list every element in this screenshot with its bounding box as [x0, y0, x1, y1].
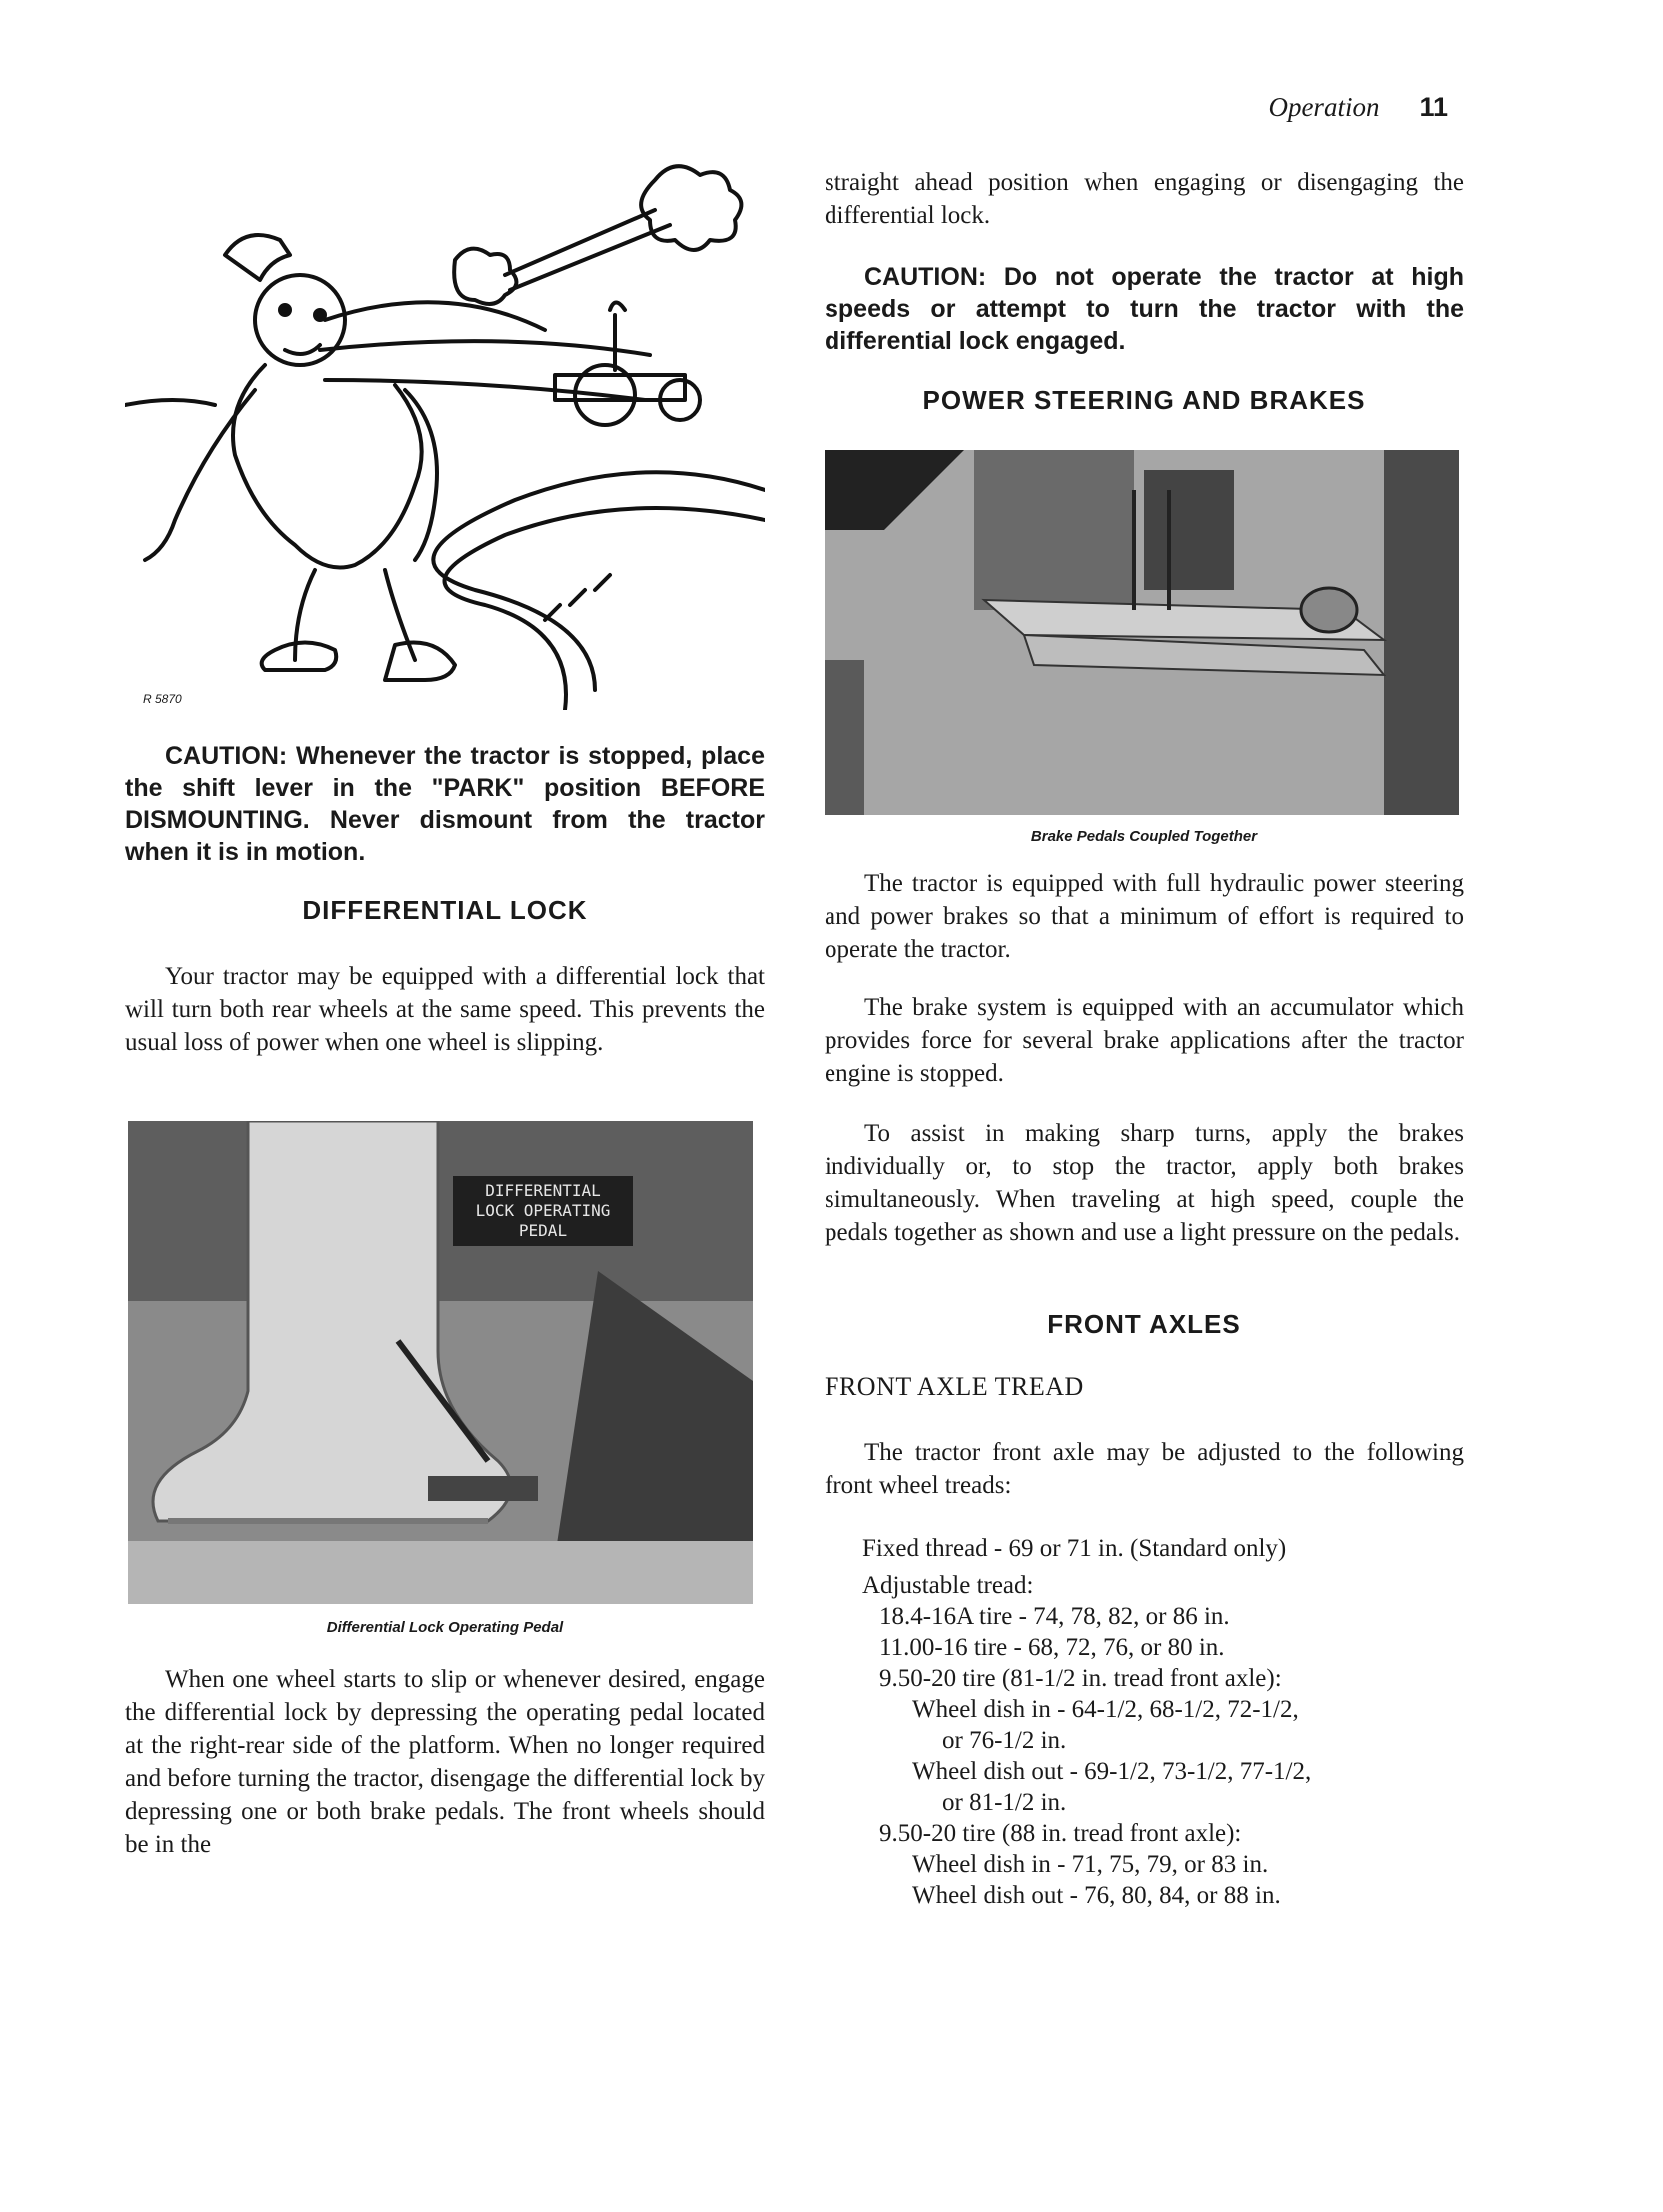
spec-tire-4-dish-in: Wheel dish in - 71, 75, 79, or 83 in. [912, 1851, 1269, 1878]
caption-brake-pedals: Brake Pedals Coupled Together [1030, 828, 1258, 845]
pedal-label-line: PEDAL [518, 1221, 568, 1240]
page-header [1268, 92, 1448, 123]
paragraph-tread-intro: The tractor front axle may be adjusted to the following front wheel treads: [825, 1439, 1464, 1499]
spec-fixed: Fixed thread - 69 or 71 in. (Standard only) [862, 1535, 1287, 1562]
heading-power-steering: POWER STEERING AND BRAKES [922, 385, 1366, 415]
spec-tire-1: 18.4-16A tire - 74, 78, 82, or 86 in. [879, 1603, 1230, 1630]
spec-tire-3: 9.50-20 tire (81-1/2 in. tread front axle): [879, 1665, 1282, 1692]
heading-differential-lock: DIFFERENTIAL LOCK [302, 895, 588, 925]
spec-tire-2: 11.00-16 tire - 68, 72, 76, or 80 in. [879, 1634, 1225, 1661]
brake-photo-drawing [825, 450, 1459, 815]
spec-adjustable: Adjustable tread: [862, 1572, 1034, 1599]
spec-tire-3-dish-in: Wheel dish in - 64-1/2, 68-1/2, 72-1/2, [912, 1696, 1299, 1723]
photo-differential-lock-pedal [128, 1121, 753, 1604]
spec-tire-3-dish-out-cont: or 81-1/2 in. [942, 1789, 1067, 1816]
paragraph-accumulator: The brake system is equipped with an accumulator which provides force for several brake applications after the tractor engine is stopped. [825, 994, 1464, 1087]
heading-front-axles: FRONT AXLES [1047, 1309, 1241, 1339]
paragraph-continuation: straight ahead position when engaging or disengaging the differential lock. [825, 169, 1464, 229]
cartoon-code: R 5870 [143, 692, 182, 706]
pedal-label-line: DIFFERENTIAL [485, 1181, 601, 1200]
caution-high-speed: CAUTION: Do not operate the tractor at high speeds or attempt to turn the tractor with the differential lock engaged. [825, 263, 1464, 355]
spec-tire-3-dish-in-cont: or 76-1/2 in. [942, 1727, 1067, 1754]
pedal-label-line: LOCK OPERATING [475, 1201, 611, 1220]
photo-drawing [128, 1121, 753, 1604]
caution-park: CAUTION: Whenever the tractor is stopped, place the shift lever in the "PARK" position BEFORE DISMOUNTING. Never dismount from the tractor when it is in motion. [125, 742, 765, 866]
spec-tire-4-dish-out: Wheel dish out - 76, 80, 84, or 88 in. [912, 1882, 1281, 1909]
spec-tire-3-dish-out: Wheel dish out - 69-1/2, 73-1/2, 77-1/2, [912, 1758, 1312, 1785]
pedal-label-sign [453, 1176, 633, 1246]
caption-differential-lock: Differential Lock Operating Pedal [326, 1619, 564, 1636]
tread-spec-list [825, 1533, 1464, 1911]
paragraph-engage-lock: When one wheel starts to slip or whenever desired, engage the differential lock by depressing the operating pedal located at the right-rear side of the platform. When no longer required and before turning the tractor, disengage the differential lock by depressing one or both brake pedals. The front wheels should be in the [125, 1666, 765, 1858]
cartoon-drawing [125, 150, 765, 710]
section-title: Operation [1268, 92, 1380, 122]
spec-tire-4: 9.50-20 tire (88 in. tread front axle): [879, 1820, 1242, 1847]
subheading-front-axle-tread: FRONT AXLE TREAD [825, 1372, 1084, 1401]
paragraph-power-steering: The tractor is equipped with full hydraulic power steering and power brakes so that a minimum of effort is required to operate the tractor. [825, 870, 1464, 963]
photo-brake-pedals [825, 450, 1459, 815]
page-number: 11 [1419, 92, 1448, 122]
paragraph-sharp-turns: To assist in making sharp turns, apply the brakes individually or, to stop the tractor, apply both brakes simultaneously. When traveling at high speed, couple the pedals together as shown and use a light pressure on the pedals. [825, 1120, 1464, 1246]
paragraph-differential-lock: Your tractor may be equipped with a differential lock that will turn both rear wheels at the same speed. This prevents the usual loss of power when one wheel is slipping. [125, 963, 765, 1056]
cartoon-illustration [125, 150, 765, 710]
